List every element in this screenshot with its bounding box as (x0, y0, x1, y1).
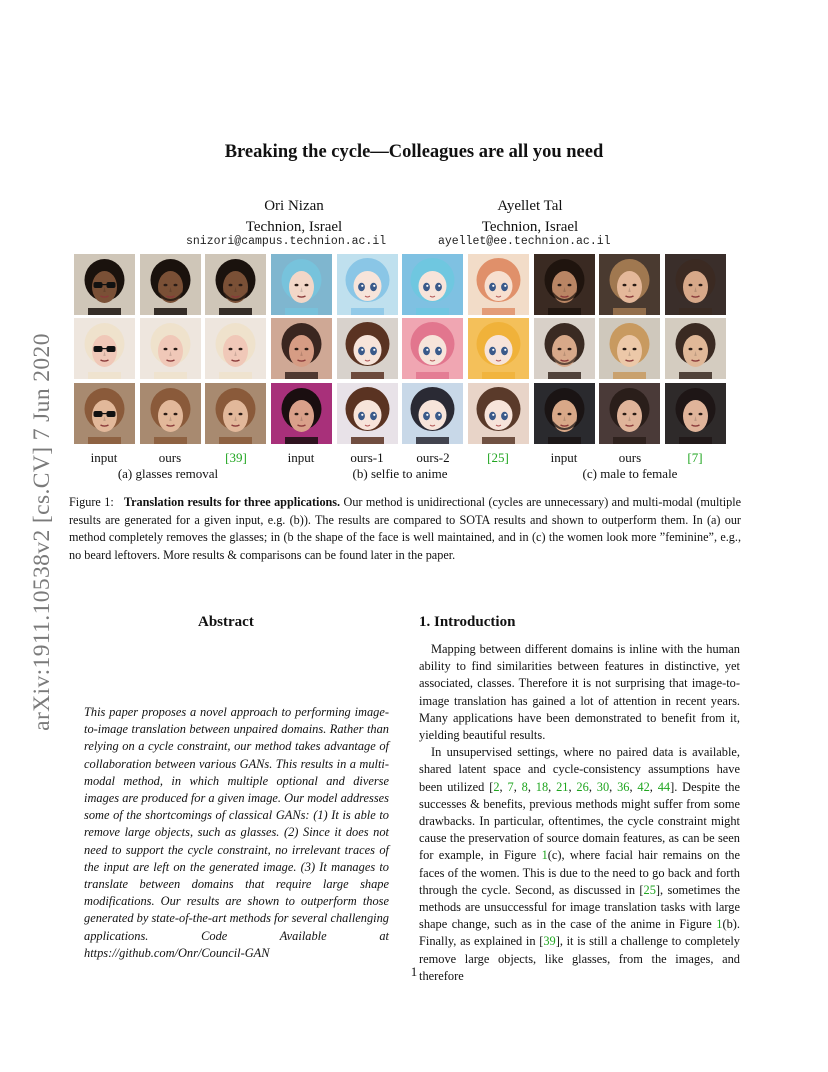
citation-link[interactable]: 7 (507, 779, 514, 794)
intro-heading: 1. Introduction (419, 614, 516, 630)
citation-link[interactable]: 30 (596, 779, 610, 794)
author-1 (184, 196, 404, 238)
figure-face-thumbnail (534, 383, 595, 444)
figure-1-link[interactable]: 1 (541, 848, 548, 863)
figure-face-thumbnail (599, 318, 660, 379)
col-label-ref7[interactable]: [7] (687, 450, 703, 465)
intro-p2-text-c: (c), where facial hair remains on the faces of the women. This is due to the need to go back and forth through the cycle. Second, as discussed in [ (419, 848, 740, 897)
citation-separator: , (568, 779, 577, 794)
figure-face-thumbnail (271, 254, 332, 315)
figure-face-thumbnail (205, 383, 266, 444)
citation-separator: , (499, 779, 508, 794)
figure-face-thumbnail (534, 318, 595, 379)
figure-face-thumbnail (205, 254, 266, 315)
citation-link[interactable]: 36 (617, 779, 630, 794)
col-label-ours-c: ours (618, 450, 642, 465)
col-label-ours-a: ours (158, 450, 182, 465)
figure-1-image-grid (74, 254, 734, 446)
citation-39-link[interactable]: 39 (543, 934, 556, 949)
figure-face-thumbnail (271, 318, 332, 379)
col-label-ours-2: ours-2 (416, 450, 450, 465)
citation-link[interactable]: 26 (576, 779, 589, 794)
author-1-affiliation: Technion, Israel (245, 219, 343, 235)
arxiv-identifier: arXiv:1911.10538v2 [cs.CV] 7 Jun 2020 (29, 333, 55, 731)
col-label-input-b: input (287, 450, 315, 465)
col-label-ref25[interactable]: [25] (487, 450, 509, 465)
citation-link[interactable]: 2 (493, 779, 500, 794)
citation-link[interactable]: 44 (657, 779, 671, 794)
citation-link[interactable]: 21 (556, 779, 569, 794)
citation-separator: , (548, 779, 557, 794)
figure-face-thumbnail (665, 383, 726, 444)
figure-face-thumbnail (205, 318, 266, 379)
figure-face-thumbnail (402, 254, 463, 315)
citation-separator: , (588, 779, 597, 794)
figure-face-thumbnail (665, 254, 726, 315)
citation-link[interactable]: 42 (637, 779, 650, 794)
caption-text: Our method is unidirectional (cycles are unnecessary) and multi-modal (multiple results are generated for a given input, e.g. (b)). The results are compared to SOTA results and shown to outperform them. In (a) our method completely removes the glasses; in (b the shape of the face is well maintained, and in (c) the women look more ”feminine”, e.g., no beard leftovers. More results & comparisons can be found later in the paper. (69, 495, 741, 562)
paper-title: Breaking the cycle—Colleagues are all you need (224, 142, 604, 162)
figure-face-thumbnail (402, 383, 463, 444)
intro-p2-text-b: ]. Despite the successes & benefits, previous methods might suffer from some drawbacks. In particular, oftentimes, the cycle constraint might cause the preservation of source domain features, as can be seen for example, in Figure (419, 779, 740, 863)
intro-p2-text-f: ], it is still a challenge to completely remove large objects, like glasses, from the images, and therefore (419, 934, 741, 983)
citation-separator: , (629, 779, 638, 794)
col-label-input-a: input (90, 450, 118, 465)
figure-face-thumbnail (534, 254, 595, 315)
col-label-ref39[interactable]: [39] (225, 450, 247, 465)
figure-face-thumbnail (402, 318, 463, 379)
author-2-email[interactable]: ayellet@ee.technion.ac.il (438, 235, 611, 248)
author-1-name: Ori Nizan (264, 198, 324, 214)
page-number: 1 (410, 964, 418, 979)
figure-face-thumbnail (337, 318, 398, 379)
intro-p2-text-d: ], sometimes the methods are unsuccessful for image translation tasks with large shape change, such as in the case of the anime in Figure (419, 882, 740, 932)
citation-link[interactable]: 18 (535, 779, 549, 794)
figure-face-thumbnail (599, 383, 660, 444)
figure-face-thumbnail (337, 383, 398, 444)
group-label-a: (a) glasses removal (117, 466, 219, 481)
intro-p2-text-a: In unsupervised settings, where no paired data is available, shared latent space and cycle-consistency assumptions have been utilized [ (419, 745, 740, 794)
intro-citation-list (493, 780, 670, 794)
col-label-input-c: input (550, 450, 578, 465)
abstract-heading: Abstract (198, 614, 254, 630)
author-2-name: Ayellet Tal (497, 198, 563, 214)
intro-paragraph-2 (419, 744, 740, 985)
figure-face-thumbnail (468, 383, 529, 444)
intro-paragraph-1: Mapping between different domains is inline with the human ability to find similarities between features in distinctive, yet associated, classes. Therefore it is not surprising that image-to-image translation has gained a lot of attention in recent years. Many applications have been demonstrated to benefit from it, yielding beautiful results. (419, 642, 740, 743)
author-2-affiliation: Technion, Israel (481, 219, 579, 235)
group-label-c: (c) male to female (582, 466, 678, 481)
figure-face-thumbnail (140, 254, 201, 315)
caption-bold: Translation results for three applications. (123, 495, 341, 509)
citation-link[interactable]: 8 (521, 779, 528, 794)
figure-face-thumbnail (74, 318, 135, 379)
figure-face-thumbnail (74, 383, 135, 444)
caption-prefix: Figure 1: (69, 495, 114, 509)
abstract-text: This paper proposes a novel approach to performing image-to-image translation between unpaired domains. Rather than relying on a cycle constraint, our method takes advantage of collaboration between various GANs. This results in a multi-modal method, in which multiple optional and diverse images are produced for a given image. Our model addresses some of the shortcomings of classical GANs: (1) It is able to remove large objects, such as glasses. (2) Since it does not need to support the cycle constraint, no irrelevant traces of the input are left on the generated image. (3) It manages to translate between domains that require large shape modifications. Our results are shown to outperform those generated by state-of-the-art methods for several challenging applications. Code Available at https://github.com/Onr/Council-GAN (84, 705, 389, 960)
figure-face-thumbnail (74, 254, 135, 315)
citation-separator: , (527, 779, 536, 794)
intro-body (419, 641, 740, 985)
citation-separator: , (649, 779, 658, 794)
figure-face-thumbnail (468, 254, 529, 315)
citation-25-link[interactable]: 25 (643, 882, 656, 897)
author-1-email[interactable]: snizori@campus.technion.ac.il (186, 235, 387, 248)
citation-separator: , (513, 779, 522, 794)
col-label-ours-1: ours-1 (350, 450, 384, 465)
figure-face-thumbnail (599, 254, 660, 315)
figure-face-thumbnail (140, 318, 201, 379)
figure-1-caption (69, 494, 741, 564)
figure-face-thumbnail (665, 318, 726, 379)
author-2 (420, 196, 640, 238)
figure-face-thumbnail (337, 254, 398, 315)
group-label-b: (b) selfie to anime (352, 466, 448, 481)
figure-face-thumbnail (468, 318, 529, 379)
figure-face-thumbnail (271, 383, 332, 444)
citation-separator: , (609, 779, 618, 794)
figure-1-link-2[interactable]: 1 (716, 917, 723, 932)
figure-face-thumbnail (140, 383, 201, 444)
intro-p2-text-e: (b). Finally, as explained in [ (419, 917, 740, 949)
